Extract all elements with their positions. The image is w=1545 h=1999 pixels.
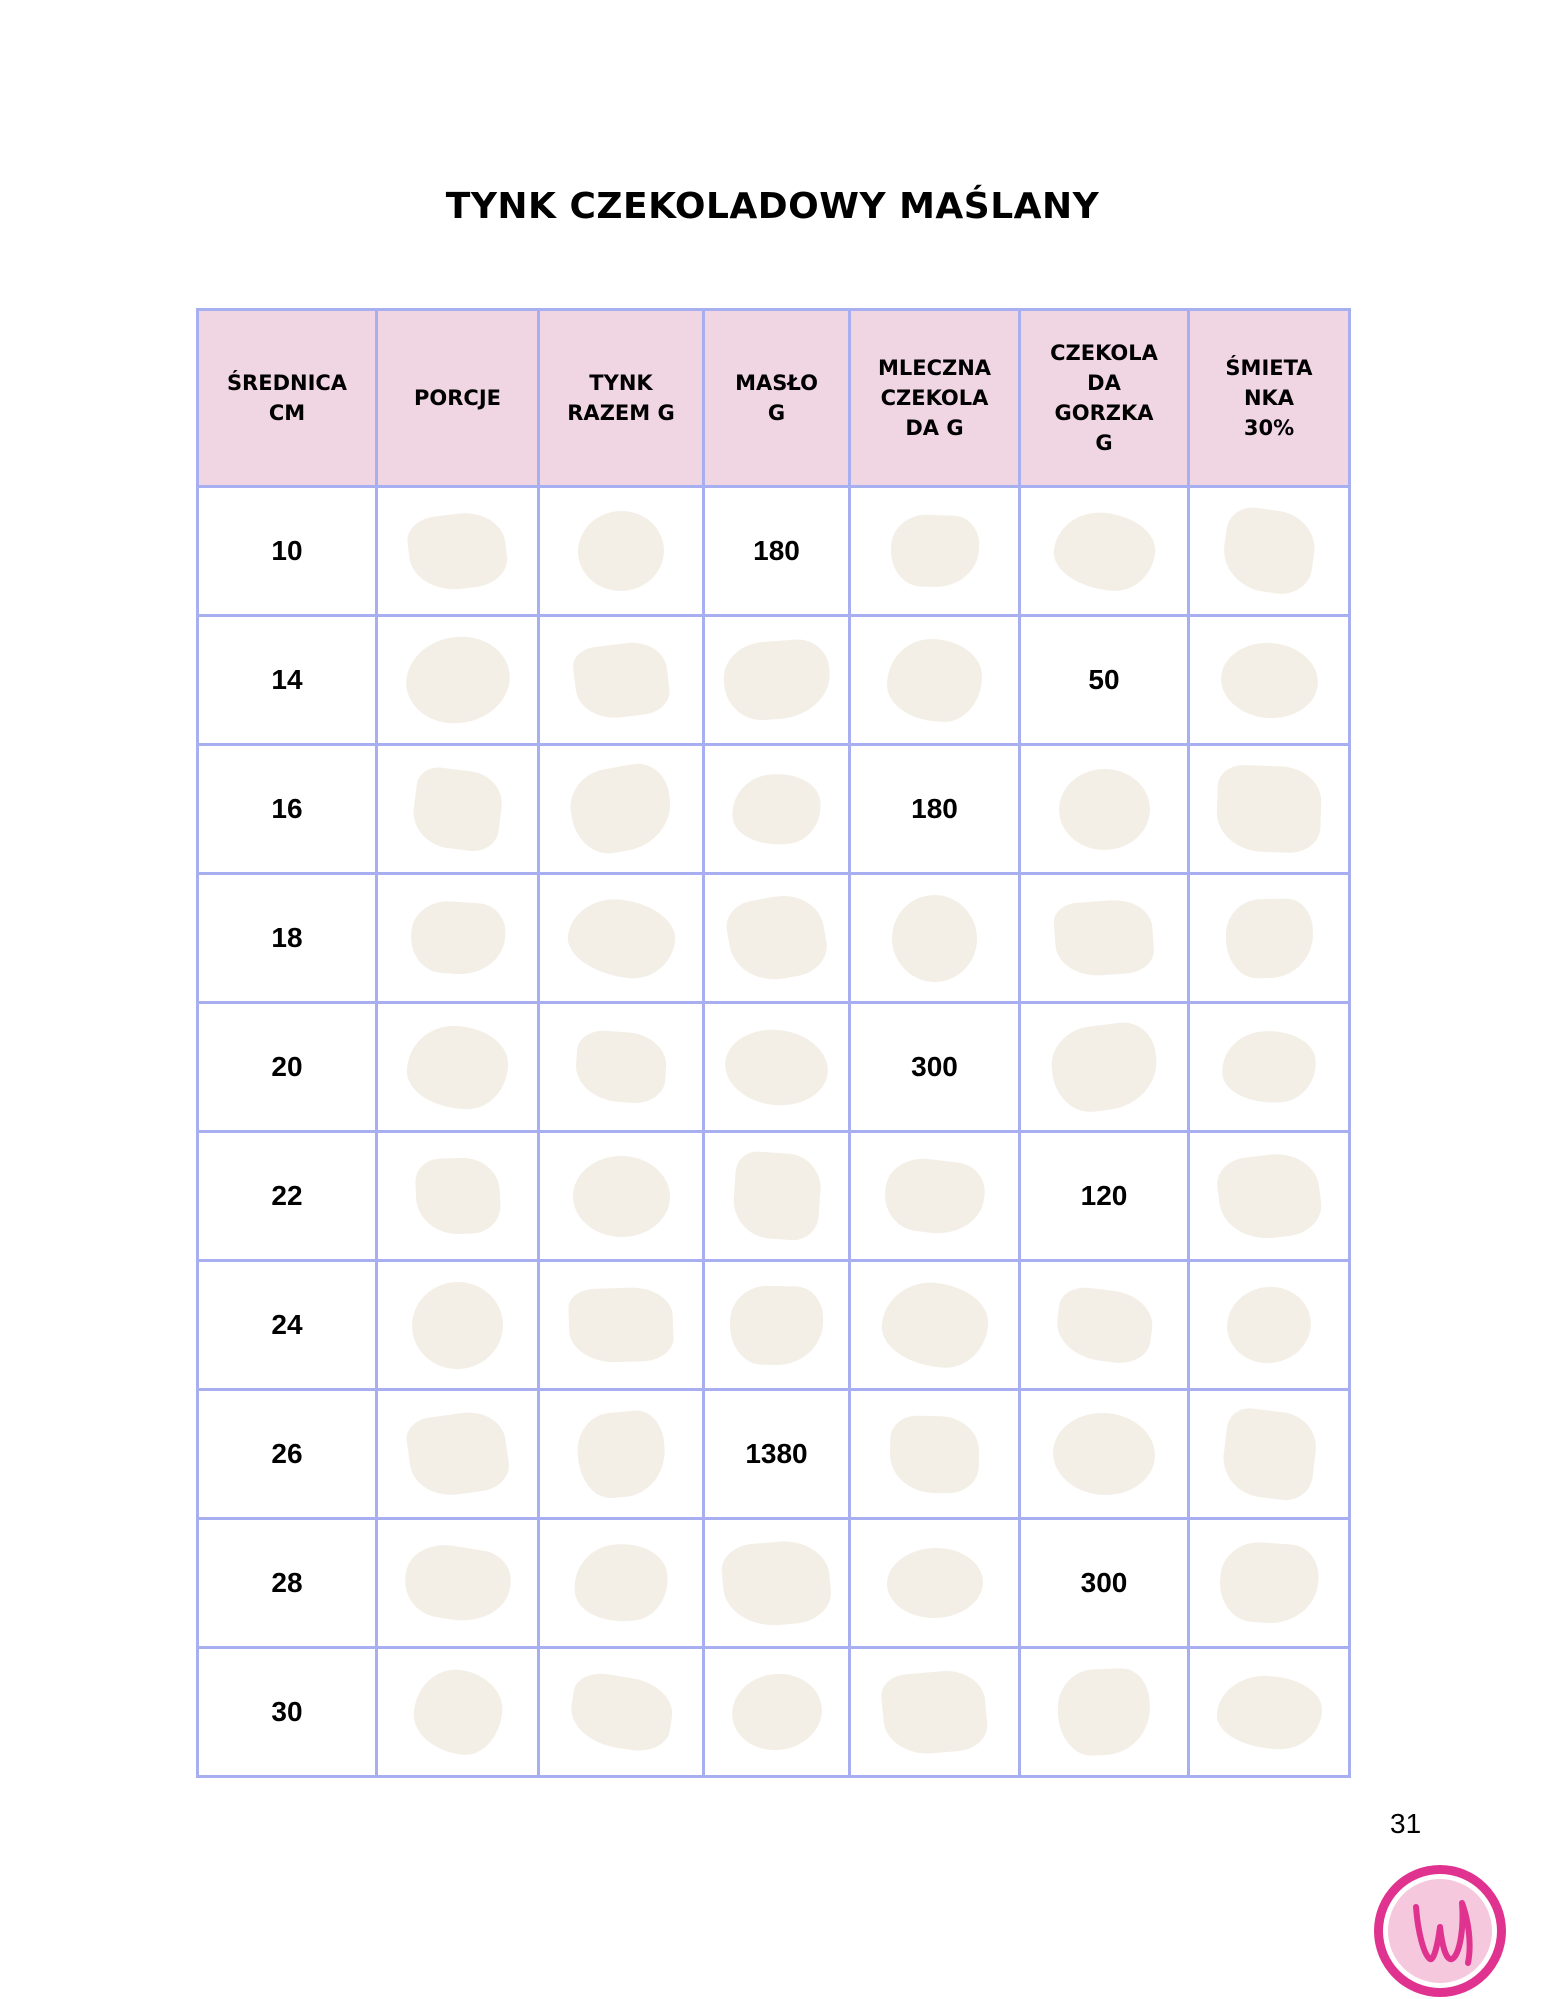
- cell-butter: 1380: [704, 1390, 850, 1519]
- redaction-mark: [564, 759, 677, 859]
- cell-dark-chocolate: 300: [1020, 1519, 1189, 1648]
- redaction-mark: [570, 638, 671, 722]
- redaction-mark: [409, 1666, 505, 1759]
- cell-cream: [1189, 487, 1350, 616]
- cell-total: [539, 1519, 704, 1648]
- cell-portions: [377, 1261, 539, 1390]
- cell-butter: [704, 1132, 850, 1261]
- redaction-mark: [575, 508, 666, 594]
- cell-total: [539, 1003, 704, 1132]
- redaction-mark: [410, 764, 506, 853]
- cell-milk-chocolate: [850, 1648, 1020, 1777]
- redaction-mark: [889, 513, 979, 588]
- cell-cream: [1189, 1132, 1350, 1261]
- cell-total: [539, 487, 704, 616]
- cell-diameter: 18: [198, 874, 377, 1003]
- redaction-mark: [1050, 508, 1157, 594]
- cell-cream: [1189, 1648, 1350, 1777]
- cell-milk-chocolate: [850, 1132, 1020, 1261]
- cell-cream: [1189, 874, 1350, 1003]
- redaction-mark: [405, 508, 510, 594]
- cell-milk-chocolate: 180: [850, 745, 1020, 874]
- cell-portions: [377, 1648, 539, 1777]
- redaction-mark: [722, 889, 831, 986]
- redaction-mark: [887, 890, 982, 987]
- cell-cream: [1189, 745, 1350, 874]
- redaction-mark: [728, 768, 825, 849]
- table-row: [198, 745, 1350, 874]
- cell-portions: [377, 616, 539, 745]
- cell-butter: [704, 1648, 850, 1777]
- redaction-mark: [1216, 764, 1323, 854]
- redaction-mark: [879, 1279, 991, 1370]
- table-row: [198, 1132, 1350, 1261]
- cell-milk-chocolate: 300: [850, 1003, 1020, 1132]
- redaction-mark: [414, 1157, 501, 1236]
- cell-dark-chocolate: 50: [1020, 616, 1189, 745]
- redaction-mark: [881, 1154, 988, 1239]
- redaction-mark: [406, 1025, 508, 1110]
- cell-dark-chocolate: [1020, 1261, 1189, 1390]
- cell-butter: [704, 874, 850, 1003]
- redaction-mark: [568, 1286, 675, 1364]
- table-row: [198, 1648, 1350, 1777]
- redaction-mark: [569, 1538, 673, 1628]
- cell-butter: [704, 1261, 850, 1390]
- cell-total: [539, 1132, 704, 1261]
- cell-milk-chocolate: [850, 487, 1020, 616]
- cell-butter: [704, 745, 850, 874]
- cell-milk-chocolate: [850, 1261, 1020, 1390]
- redaction-mark: [885, 1546, 983, 1619]
- redaction-mark: [729, 1285, 823, 1366]
- redaction-mark: [572, 1155, 670, 1238]
- cell-milk-chocolate: [850, 1519, 1020, 1648]
- cell-diameter: 10: [198, 487, 377, 616]
- redaction-mark: [1225, 898, 1313, 979]
- redaction-mark: [1220, 1028, 1319, 1106]
- cell-dark-chocolate: [1020, 1390, 1189, 1519]
- redaction-mark: [721, 1024, 832, 1111]
- cell-cream: [1189, 1261, 1350, 1390]
- page-title: TYNK CZEKOLADOWY MAŚLANY: [445, 186, 1100, 227]
- redaction-mark: [1057, 1667, 1152, 1756]
- cell-total: [539, 616, 704, 745]
- cell-dark-chocolate: [1020, 487, 1189, 616]
- cell-diameter: 14: [198, 616, 377, 745]
- cell-diameter: 26: [198, 1390, 377, 1519]
- header-cell-cream: ŚMIETA NKA 30%: [1189, 310, 1350, 487]
- redaction-mark: [408, 1278, 506, 1373]
- table-row: [198, 1003, 1350, 1132]
- redaction-mark: [1219, 504, 1320, 598]
- table-row: [198, 1390, 1350, 1519]
- redaction-mark: [574, 1029, 669, 1105]
- cell-butter: 180: [704, 487, 850, 616]
- redaction-mark: [408, 899, 507, 977]
- table-row: [198, 616, 1350, 745]
- redaction-mark: [1217, 1540, 1320, 1627]
- redaction-mark: [1053, 898, 1156, 979]
- header-row: [198, 310, 1350, 487]
- cell-total: [539, 1261, 704, 1390]
- cell-portions: [377, 1003, 539, 1132]
- header-cell-milk-chocolate: MLECZNA CZEKOLA DA G: [850, 310, 1020, 487]
- cell-diameter: 16: [198, 745, 377, 874]
- header-cell-portions: PORCJE: [377, 310, 539, 487]
- cell-dark-chocolate: [1020, 1648, 1189, 1777]
- cell-dark-chocolate: 120: [1020, 1132, 1189, 1261]
- cell-dark-chocolate: [1020, 874, 1189, 1003]
- cell-portions: [377, 874, 539, 1003]
- cell-diameter: 22: [198, 1132, 377, 1261]
- cell-cream: [1189, 1519, 1350, 1648]
- redaction-mark: [731, 1150, 823, 1242]
- cell-portions: [377, 1390, 539, 1519]
- redaction-mark: [1058, 768, 1150, 851]
- redaction-mark: [880, 1667, 990, 1757]
- cell-total: [539, 1648, 704, 1777]
- cell-total: [539, 745, 704, 874]
- redaction-mark: [566, 1669, 677, 1755]
- wypiekana-logo: [1372, 1863, 1508, 1999]
- table-row: [198, 1519, 1350, 1648]
- header-cell-diameter: ŚREDNICA CM: [198, 310, 377, 487]
- redaction-mark: [1217, 638, 1320, 721]
- redaction-mark: [721, 637, 832, 722]
- cell-milk-chocolate: [850, 874, 1020, 1003]
- cell-diameter: 30: [198, 1648, 377, 1777]
- cell-milk-chocolate: [850, 1390, 1020, 1519]
- cell-diameter: 28: [198, 1519, 377, 1648]
- table-row: [198, 874, 1350, 1003]
- cell-cream: [1189, 1003, 1350, 1132]
- header-cell-butter: MASŁO G: [704, 310, 850, 487]
- redaction-mark: [399, 629, 516, 732]
- cell-milk-chocolate: [850, 616, 1020, 745]
- redaction-mark: [403, 1408, 511, 1501]
- header-cell-total: TYNK RAZEM G: [539, 310, 704, 487]
- redaction-mark: [720, 1537, 834, 1629]
- cell-cream: [1189, 1390, 1350, 1519]
- redaction-mark: [1219, 1405, 1320, 1502]
- redaction-mark: [563, 893, 679, 982]
- wypiekana-logo-icon: [1372, 1863, 1508, 1999]
- cell-portions: [377, 745, 539, 874]
- cell-dark-chocolate: [1020, 745, 1189, 874]
- table-row: [198, 1261, 1350, 1390]
- redaction-mark: [889, 1415, 979, 1494]
- cell-portions: [377, 1132, 539, 1261]
- page-number: 31: [1390, 1808, 1422, 1839]
- redaction-mark: [574, 1408, 668, 1500]
- redaction-mark: [1214, 1149, 1324, 1244]
- table-row: [198, 487, 1350, 616]
- cell-cream: [1189, 616, 1350, 745]
- redaction-mark: [1047, 1018, 1162, 1115]
- redaction-mark: [1050, 1410, 1157, 1499]
- cell-diameter: 24: [198, 1261, 377, 1390]
- cell-portions: [377, 1519, 539, 1648]
- redaction-mark: [1216, 1675, 1322, 1750]
- cell-butter: [704, 1519, 850, 1648]
- cell-dark-chocolate: [1020, 1003, 1189, 1132]
- cell-portions: [377, 487, 539, 616]
- redaction-mark: [727, 1668, 827, 1756]
- cell-total: [539, 874, 704, 1003]
- cell-butter: [704, 616, 850, 745]
- recipe-table: [196, 308, 1351, 1778]
- redaction-mark: [886, 638, 982, 723]
- redaction-mark: [1221, 1280, 1317, 1369]
- cell-diameter: 20: [198, 1003, 377, 1132]
- redaction-mark: [1053, 1284, 1156, 1366]
- redaction-mark: [400, 1539, 515, 1628]
- header-cell-dark-chocolate: CZEKOLA DA GORZKA G: [1020, 310, 1189, 487]
- cell-total: [539, 1390, 704, 1519]
- cell-butter: [704, 1003, 850, 1132]
